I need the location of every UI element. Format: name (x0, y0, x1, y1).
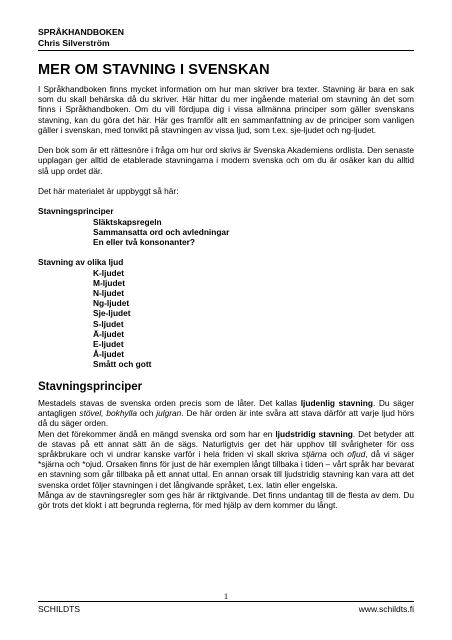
header-book-title: SPRÅKHANDBOKEN (38, 27, 124, 37)
page-title: MER OM STAVNING I SVENSKAN (38, 62, 270, 78)
toc-item: N-ljudet (93, 288, 125, 298)
header-rule (38, 50, 414, 51)
section-heading: Stavningsprinciper (38, 380, 143, 393)
toc-heading-sounds: Stavning av olika ljud (38, 257, 124, 268)
header-author: Chris Silverström (38, 37, 110, 48)
section-paragraph-2: Men det förekommer ändå en mängd svenska ord som har en ljudstridig stavning. Det betyder att de stavas på ett annat sätt än de sägs. Naturligtvis ger det här upphov till svårigheter för oss språkbrukare och vi undrar kanske varför i hela friden vi skall skriva stjärna och ofjud, då vi säger *sjärna och *ojud. Orsaken finns för just de här exemplen långt tillbaka i tiden – vårt språk har bevarat en stavning som går tillbaka på ett annat uttal. En annan orsak till ljudstridig stavning kan vara att det svenska ordet följer stavningen i det långivande språket, t.ex. latin eller engelska. (38, 428, 415, 490)
term-ljudenlig: ljudenlig stavning (300, 398, 373, 409)
term-ljudstridig: ljudstridig stavning (275, 428, 353, 439)
section-paragraph-1: Mestadels stavas de svenska orden precis som de låter. Det kallas ljudenlig stavning. Du säger antagligen stövel, bokhylla och julgran. De här orden är inte svåra att stava därför att varje ljud hörs då du säger orden. (38, 398, 414, 429)
toc-heading-principles: Stavningsprinciper (38, 206, 114, 217)
footer-publisher: SCHILDTS (38, 604, 81, 614)
document-body (38, 84, 414, 510)
toc-item: Ä-ljudet (93, 328, 125, 339)
footer-website-link[interactable]: www.schildts.fi (358, 604, 414, 614)
toc-item: M-ljudet (93, 277, 125, 288)
intro-paragraph-3: Det här materialet är uppbyggt så här: (38, 186, 179, 196)
intro-paragraph-2: Den bok som är ett rättesnöre i fråga om hur ord skrivs är Svenska Akademiens ordlista. Den senaste upplagan ger alltid de etablerade stavningarna i modern svenska och om du är osäker kan du alltid slå upp ordet där. (38, 145, 414, 176)
section-paragraph-3: Många av de stavningsregler som ges här är riktgivande. Det finns undantag till de flesta av dem. Du gör trots det klokt i att begrunda reglerna, för med hjälp av dem kommer du långt. (38, 489, 414, 511)
example-word: julgran (156, 408, 182, 419)
toc-item: Sammansatta ord och avledningar (93, 226, 230, 237)
toc-item: K-ljudet (93, 267, 125, 278)
toc-item: Å-ljudet (93, 349, 125, 360)
intro-paragraph-1: I Språkhandboken finns mycket information om hur man skriver bra texter. Stavning är bara en sak som du skall behärska då du skriver. Här hittar du mer ingående material om stavning än det som finns i Språkhandboken. Om du vill fördjupa dig i vissa allmänna principer som gäller svenskans stavning, kan du göra det här. Här ges framför allt en sammanfattning av de principer som vanligen gäller i svenskan, med tonvikt på stavningen av vissa ljud, som t.ex. sje-ljudet och ng-ljudet. (38, 84, 414, 135)
toc-item: En eller två konsonanter? (93, 237, 196, 247)
toc-item: Smått och gott (93, 359, 152, 370)
example-word: stjärna (301, 449, 327, 460)
toc-item: E-ljudet (93, 339, 124, 350)
example-words: stövel, bokhylla (79, 408, 137, 419)
toc-item: Släktskapsregeln (93, 216, 162, 227)
running-header (38, 27, 124, 48)
toc-item: Sje-ljudet (93, 308, 131, 319)
toc-item: S-ljudet (93, 318, 124, 329)
example-word: ofjud (347, 449, 366, 460)
page-number: 1 (223, 591, 229, 601)
footer-rule (38, 601, 414, 602)
toc-item: Ng-ljudet (93, 298, 130, 309)
